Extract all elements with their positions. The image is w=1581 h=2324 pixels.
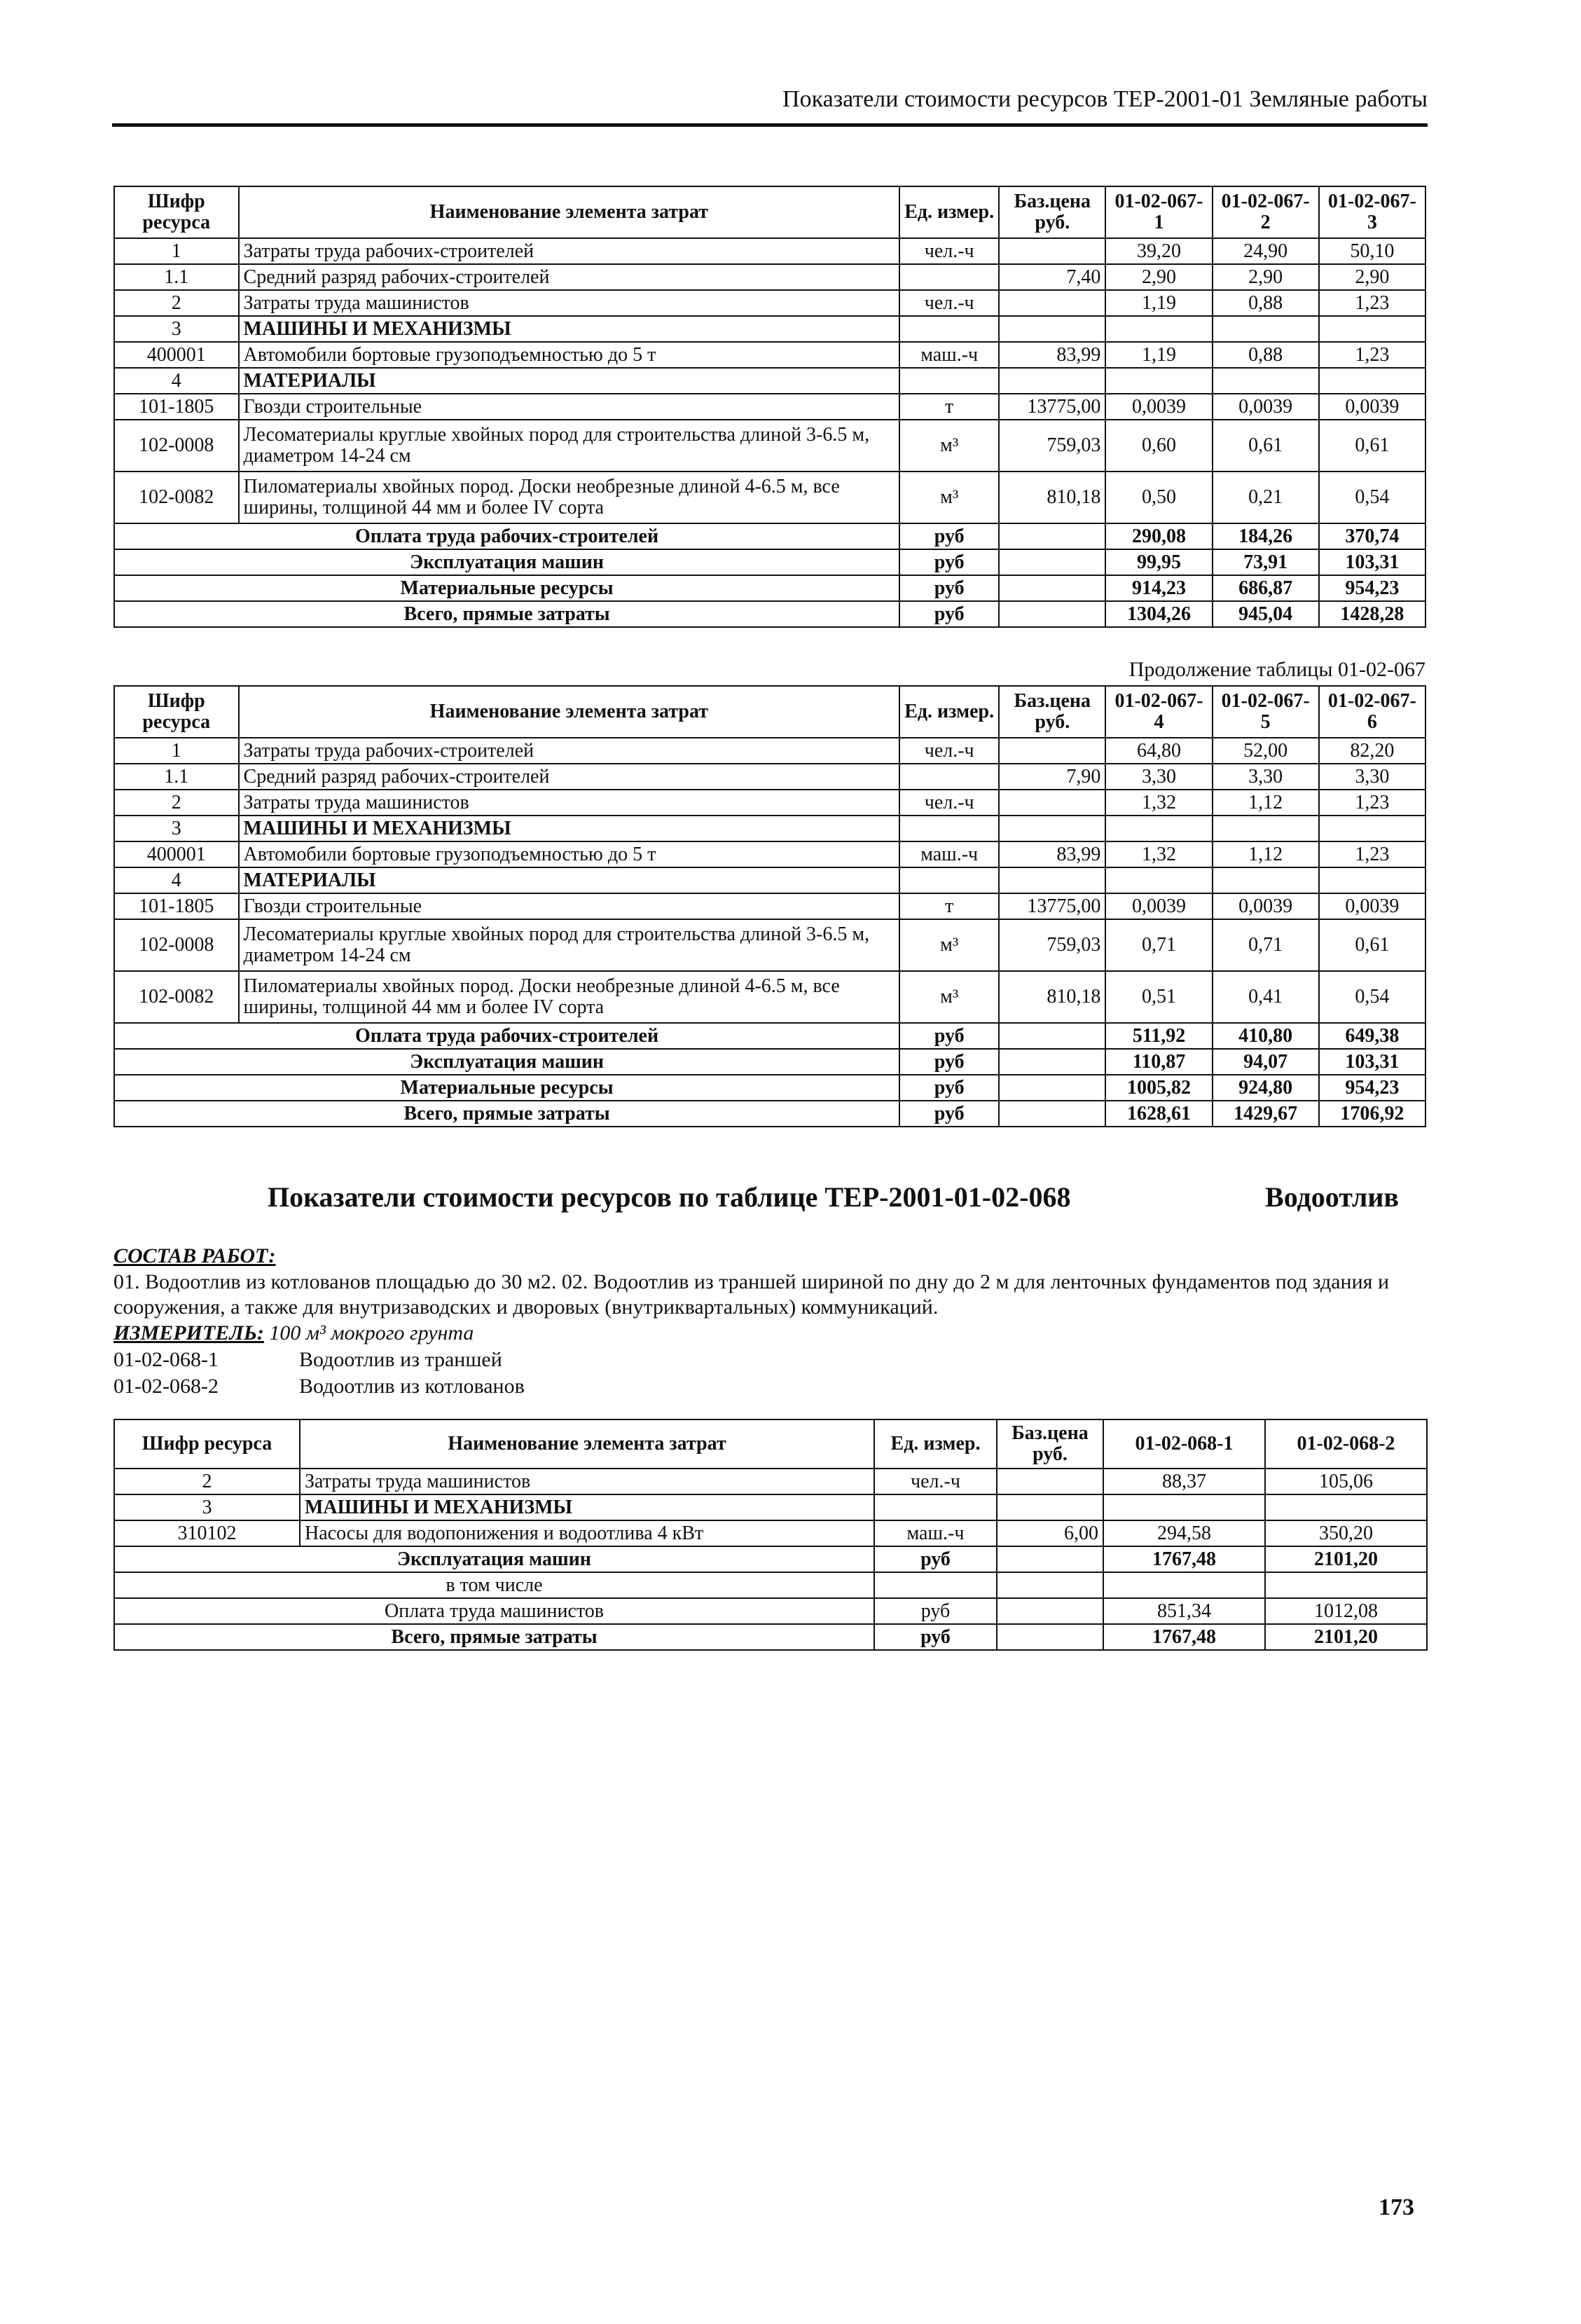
summary-unit: руб [899,1101,999,1127]
cell-name: Насосы для водопонижения и водоотлива 4 кВт [300,1520,874,1546]
code-row [113,1347,525,1373]
cell-unit: чел.-ч [899,238,999,264]
cell-price [999,290,1105,316]
header-rule [112,123,1428,127]
cell-price [999,316,1105,342]
header-col-3: 01-02-067-3 [1319,186,1425,238]
cell-price: 810,18 [999,472,1105,523]
works-label: СОСТАВ РАБОТ: [113,1244,276,1267]
summary-label: Оплата труда рабочих-строителей [114,1023,899,1049]
cell-v3: 2,90 [1319,264,1425,290]
header-price: Баз.цена руб. [999,186,1105,238]
page-header-title: Показатели стоимости ресурсов ТЕР-2001-01 Земляные работы [782,86,1428,112]
table-row [114,316,1425,342]
summary-unit: руб [899,575,999,601]
cell-unit [874,1494,997,1520]
cell-v1: 0,0039 [1105,893,1212,919]
summary-unit: руб [899,523,999,549]
cell-v2: 2,90 [1213,264,1319,290]
cell-v3 [1319,368,1425,394]
section-right-title: Водоотлив [1265,1181,1399,1213]
code-desc: Водоотлив из котлованов [299,1375,525,1398]
header-unit: Ед. измер. [874,1419,997,1469]
summary-price [999,549,1105,575]
cell-v3 [1319,867,1425,893]
cell-price: 13775,00 [999,394,1105,420]
cell-unit: м³ [899,919,999,971]
table-row [114,738,1425,764]
cell-unit: м³ [899,971,999,1023]
cell-v3: 1,23 [1319,290,1425,316]
cell-price: 810,18 [999,971,1105,1023]
cell-v2: 24,90 [1213,238,1319,264]
table-row [114,971,1425,1023]
summary-unit: руб [874,1598,997,1624]
summary-unit: руб [874,1546,997,1572]
cell-code: 1 [114,738,239,764]
summary-v3: 954,23 [1319,575,1425,601]
page-number: 173 [1379,2194,1414,2220]
cell-v3: 0,0039 [1319,394,1425,420]
table-row [114,893,1425,919]
cell-code: 4 [114,867,239,893]
cell-v1: 1,32 [1105,841,1212,867]
table-row [114,368,1425,394]
summary-row [114,1546,1427,1572]
cell-v2: 105,06 [1265,1469,1427,1494]
cell-unit [899,316,999,342]
table [113,1419,1428,1651]
table-row [114,290,1425,316]
table [113,685,1426,1127]
cell-name: Затраты труда рабочих-строителей [239,738,900,764]
table-row [114,238,1425,264]
summary-unit: руб [899,601,999,627]
summary-label: Оплата труда рабочих-строителей [114,523,899,549]
summary-label: Эксплуатация машин [114,1049,899,1075]
summary-v3: 370,74 [1319,523,1425,549]
summary-label: Всего, прямые затраты [114,601,899,627]
meter-value: 100 м³ мокрого грунта [269,1321,474,1345]
cell-unit [899,867,999,893]
header-col-6: 01-02-067-6 [1319,686,1425,738]
summary-row [114,601,1425,627]
cell-price: 759,03 [999,420,1105,472]
cell-code: 1 [114,238,239,264]
summary-label: Эксплуатация машин [114,1546,874,1572]
code-row [113,1373,525,1400]
cell-name: Средний разряд рабочих-строителей [239,764,900,790]
summary-v2: 94,07 [1213,1049,1319,1075]
cell-v1: 39,20 [1105,238,1212,264]
summary-price [999,523,1105,549]
header-name: Наименование элемента затрат [300,1419,874,1469]
summary-v1 [1103,1572,1265,1598]
cell-code: 102-0008 [114,919,239,971]
cell-v3: 1,23 [1319,790,1425,816]
cell-price: 6,00 [997,1520,1103,1546]
cell-code: 400001 [114,841,239,867]
summary-row [114,1075,1425,1101]
cell-unit: т [899,893,999,919]
header-unit: Ед. измер. [899,186,999,238]
cell-unit [899,816,999,841]
summary-v2: 2101,20 [1265,1624,1427,1650]
cell-name: Пиломатериалы хвойных пород. Доски необрезные длиной 4-6.5 м, все ширины, толщиной 44 мм и более IV сорта [239,472,900,523]
cell-unit: м³ [899,420,999,472]
cell-v1 [1103,1494,1265,1520]
cell-v3 [1319,816,1425,841]
summary-unit: руб [899,1023,999,1049]
summary-price [999,575,1105,601]
cell-name: Средний разряд рабочих-строителей [239,264,900,290]
continuation-note: Продолжение таблицы 01-02-067 [1128,658,1425,681]
cell-name: МАТЕРИАЛЫ [239,368,900,394]
summary-row [114,1101,1425,1127]
cell-code: 400001 [114,342,239,368]
cell-code: 1.1 [114,764,239,790]
cell-code: 4 [114,368,239,394]
table-row [114,790,1425,816]
summary-row [114,575,1425,601]
header-col-1: 01-02-067-1 [1105,186,1212,238]
cell-v2 [1265,1494,1427,1520]
summary-v1: 511,92 [1105,1023,1212,1049]
cell-v1 [1105,316,1212,342]
cell-v3: 0,54 [1319,472,1425,523]
cell-v2: 0,61 [1213,420,1319,472]
cell-code: 102-0082 [114,472,239,523]
cell-code: 102-0082 [114,971,239,1023]
summary-v3: 103,31 [1319,1049,1425,1075]
summary-price [997,1572,1103,1598]
cell-price: 7,40 [999,264,1105,290]
summary-price [997,1546,1103,1572]
meter-label: ИЗМЕРИТЕЛЬ: [113,1321,264,1345]
cell-v1: 0,50 [1105,472,1212,523]
summary-v1: 1304,26 [1105,601,1212,627]
meter-line [113,1321,1426,1346]
cell-v1: 0,51 [1105,971,1212,1023]
cell-code: 101-1805 [114,394,239,420]
cell-v3: 0,61 [1319,420,1425,472]
cell-unit [899,264,999,290]
summary-v2: 945,04 [1213,601,1319,627]
summary-v1: 290,08 [1105,523,1212,549]
cell-name: Пиломатериалы хвойных пород. Доски необрезные длиной 4-6.5 м, все ширины, толщиной 44 мм и более IV сорта [239,971,900,1023]
cell-unit: м³ [899,472,999,523]
summary-label: Всего, прямые затраты [114,1624,874,1650]
cell-v1: 0,60 [1105,420,1212,472]
cell-v2: 1,12 [1213,790,1319,816]
summary-price [997,1624,1103,1650]
cell-unit: чел.-ч [899,738,999,764]
summary-v1: 1005,82 [1105,1075,1212,1101]
header-code: Шифр ресурса [114,1419,300,1469]
cell-price [999,368,1105,394]
table-row [114,867,1425,893]
summary-v2: 410,80 [1213,1023,1319,1049]
summary-price [999,1049,1105,1075]
summary-v1: 1767,48 [1103,1624,1265,1650]
summary-v2: 1429,67 [1213,1101,1319,1127]
cell-code: 2 [114,290,239,316]
cell-v2: 52,00 [1213,738,1319,764]
cell-name: МАШИНЫ И МЕХАНИЗМЫ [300,1494,874,1520]
code-desc: Водоотлив из траншей [299,1348,502,1371]
cell-v1 [1105,368,1212,394]
cell-code: 102-0008 [114,420,239,472]
header-col-068-2: 01-02-068-2 [1265,1419,1427,1469]
cell-name: Автомобили бортовые грузоподъемностью до 5 т [239,342,900,368]
cell-v2: 0,0039 [1213,893,1319,919]
cell-v3: 1,23 [1319,841,1425,867]
header-col-4: 01-02-067-4 [1105,686,1212,738]
summary-label: в том числе [114,1572,874,1598]
cell-name: Лесоматериалы круглые хвойных пород для строительства длиной 3-6.5 м, диаметром 14-24 см [239,420,900,472]
summary-v2: 184,26 [1213,523,1319,549]
cell-unit: маш.-ч [899,342,999,368]
cell-unit: маш.-ч [874,1520,997,1546]
cell-v1 [1105,816,1212,841]
summary-v3: 954,23 [1319,1075,1425,1101]
cell-price [999,790,1105,816]
summary-v2: 686,87 [1213,575,1319,601]
header-name: Наименование элемента затрат [239,686,900,738]
cell-v2 [1213,368,1319,394]
cell-price: 7,90 [999,764,1105,790]
resource-table-067-4-6 [113,685,1426,1127]
summary-row [114,549,1425,575]
table-row [114,919,1425,971]
cell-v1: 0,71 [1105,919,1212,971]
summary-v2: 1012,08 [1265,1598,1427,1624]
cell-v1 [1105,867,1212,893]
cell-code: 2 [114,790,239,816]
summary-label: Всего, прямые затраты [114,1101,899,1127]
cell-code: 101-1805 [114,893,239,919]
cell-code: 310102 [114,1520,300,1546]
summary-label: Эксплуатация машин [114,549,899,575]
cell-v2 [1213,316,1319,342]
header-name: Наименование элемента затрат [239,186,900,238]
summary-row [114,1572,1427,1598]
cell-v2: 350,20 [1265,1520,1427,1546]
header-col-5: 01-02-067-5 [1213,686,1319,738]
header-price: Баз.цена руб. [997,1419,1103,1469]
cell-unit: чел.-ч [874,1469,997,1494]
cell-price: 13775,00 [999,893,1105,919]
cell-v1: 88,37 [1103,1469,1265,1494]
cell-v1: 0,0039 [1105,394,1212,420]
works-text: 01. Водоотлив из котлованов площадью до 30 м2. 02. Водоотлив из траншей шириной по дну до 2 м для ленточных фундаментов под здания и сооружения, а также для внутризаводских и дворовых (внутриквартальных) коммуникаций. [113,1270,1390,1319]
header-code: Шифр ресурса [114,186,239,238]
header-col-2: 01-02-067-2 [1213,186,1319,238]
cell-name: Затраты труда машинистов [300,1469,874,1494]
cell-v1: 64,80 [1105,738,1212,764]
table-row [114,1520,1427,1546]
cell-v3: 0,61 [1319,919,1425,971]
code-value: 01-02-068-1 [113,1348,219,1371]
summary-v2: 2101,20 [1265,1546,1427,1572]
cell-v3: 0,0039 [1319,893,1425,919]
summary-label: Материальные ресурсы [114,1075,899,1101]
cell-name: Гвозди строительные [239,394,900,420]
cell-unit: маш.-ч [899,841,999,867]
cell-name: Автомобили бортовые грузоподъемностью до 5 т [239,841,900,867]
cell-unit: чел.-ч [899,290,999,316]
summary-v2 [1265,1572,1427,1598]
table-row [114,841,1425,867]
resource-table-067-1-3 [113,186,1426,628]
cell-v2: 0,88 [1213,342,1319,368]
summary-row [114,1624,1427,1650]
code-list [113,1347,525,1400]
table-row [114,264,1425,290]
summary-unit: руб [899,549,999,575]
cell-price: 83,99 [999,841,1105,867]
cell-code: 2 [114,1469,300,1494]
summary-v1: 851,34 [1103,1598,1265,1624]
cell-price [999,238,1105,264]
cell-unit: чел.-ч [899,790,999,816]
summary-v3: 1706,92 [1319,1101,1425,1127]
cell-v2: 0,21 [1213,472,1319,523]
table-row [114,1469,1427,1494]
cell-price [997,1494,1103,1520]
cell-code: 1.1 [114,264,239,290]
summary-row [114,1598,1427,1624]
summary-label: Материальные ресурсы [114,575,899,601]
code-value: 01-02-068-2 [113,1375,219,1398]
cell-v2: 0,41 [1213,971,1319,1023]
summary-price [997,1598,1103,1624]
cell-price [999,867,1105,893]
summary-v1: 110,87 [1105,1049,1212,1075]
cell-unit [899,764,999,790]
cell-code: 3 [114,1494,300,1520]
cell-v1: 2,90 [1105,264,1212,290]
cell-v2: 0,71 [1213,919,1319,971]
summary-unit: руб [874,1624,997,1650]
cell-v2: 3,30 [1213,764,1319,790]
summary-v2: 73,91 [1213,549,1319,575]
cell-name: Затраты труда машинистов [239,790,900,816]
table-row [114,1494,1427,1520]
cell-v3 [1319,316,1425,342]
table-row [114,816,1425,841]
header-code: Шифр ресурса [114,686,239,738]
summary-row [114,1049,1425,1075]
resource-table-068 [113,1419,1426,1651]
summary-v1: 1767,48 [1103,1546,1265,1572]
cell-v1: 1,19 [1105,290,1212,316]
summary-unit: руб [899,1049,999,1075]
cell-name: Затраты труда машинистов [239,290,900,316]
cell-name: Затраты труда рабочих-строителей [239,238,900,264]
header-unit: Ед. измер. [899,686,999,738]
cell-price: 83,99 [999,342,1105,368]
cell-v3: 1,23 [1319,342,1425,368]
summary-v1: 914,23 [1105,575,1212,601]
cell-price: 759,03 [999,919,1105,971]
summary-v3: 649,38 [1319,1023,1425,1049]
cell-v1: 294,58 [1103,1520,1265,1546]
cell-price [997,1469,1103,1494]
cell-name: МАТЕРИАЛЫ [239,867,900,893]
cell-v3: 3,30 [1319,764,1425,790]
cell-code: 3 [114,816,239,841]
table [113,186,1426,628]
header-col-068-1: 01-02-068-1 [1103,1419,1265,1469]
cell-v1: 1,32 [1105,790,1212,816]
summary-v1: 1628,61 [1105,1101,1212,1127]
summary-price [999,1101,1105,1127]
summary-unit [874,1572,997,1598]
table-row [114,394,1425,420]
cell-v2 [1213,816,1319,841]
table-row [114,342,1425,368]
table-row [114,764,1425,790]
summary-row [114,523,1425,549]
cell-v1: 1,19 [1105,342,1212,368]
works-heading [113,1244,1426,1269]
cell-name: МАШИНЫ И МЕХАНИЗМЫ [239,816,900,841]
cell-v2: 0,0039 [1213,394,1319,420]
cell-code: 3 [114,316,239,342]
summary-label: Оплата труда машинистов [114,1598,874,1624]
summary-v1: 99,95 [1105,549,1212,575]
summary-price [999,601,1105,627]
cell-name: Гвозди строительные [239,893,900,919]
cell-v1: 3,30 [1105,764,1212,790]
cell-unit: т [899,394,999,420]
section-title: Показатели стоимости ресурсов по таблице ТЕР-2001-01-02-068 [268,1181,1071,1213]
summary-v3: 1428,28 [1319,601,1425,627]
cell-name: МАШИНЫ И МЕХАНИЗМЫ [239,316,900,342]
cell-unit [899,368,999,394]
header-price: Баз.цена руб. [999,686,1105,738]
summary-price [999,1023,1105,1049]
cell-v3: 50,10 [1319,238,1425,264]
cell-v2: 0,88 [1213,290,1319,316]
cell-v2 [1213,867,1319,893]
cell-price [999,738,1105,764]
summary-unit: руб [899,1075,999,1101]
cell-v3: 82,20 [1319,738,1425,764]
summary-v3: 103,31 [1319,549,1425,575]
summary-row [114,1023,1425,1049]
summary-v2: 924,80 [1213,1075,1319,1101]
cell-v2: 1,12 [1213,841,1319,867]
table-row [114,472,1425,523]
cell-name: Лесоматериалы круглые хвойных пород для строительства длиной 3-6.5 м, диаметром 14-24 см [239,919,900,971]
cell-v3: 0,54 [1319,971,1425,1023]
table-row [114,420,1425,472]
cell-price [999,816,1105,841]
summary-price [999,1075,1105,1101]
